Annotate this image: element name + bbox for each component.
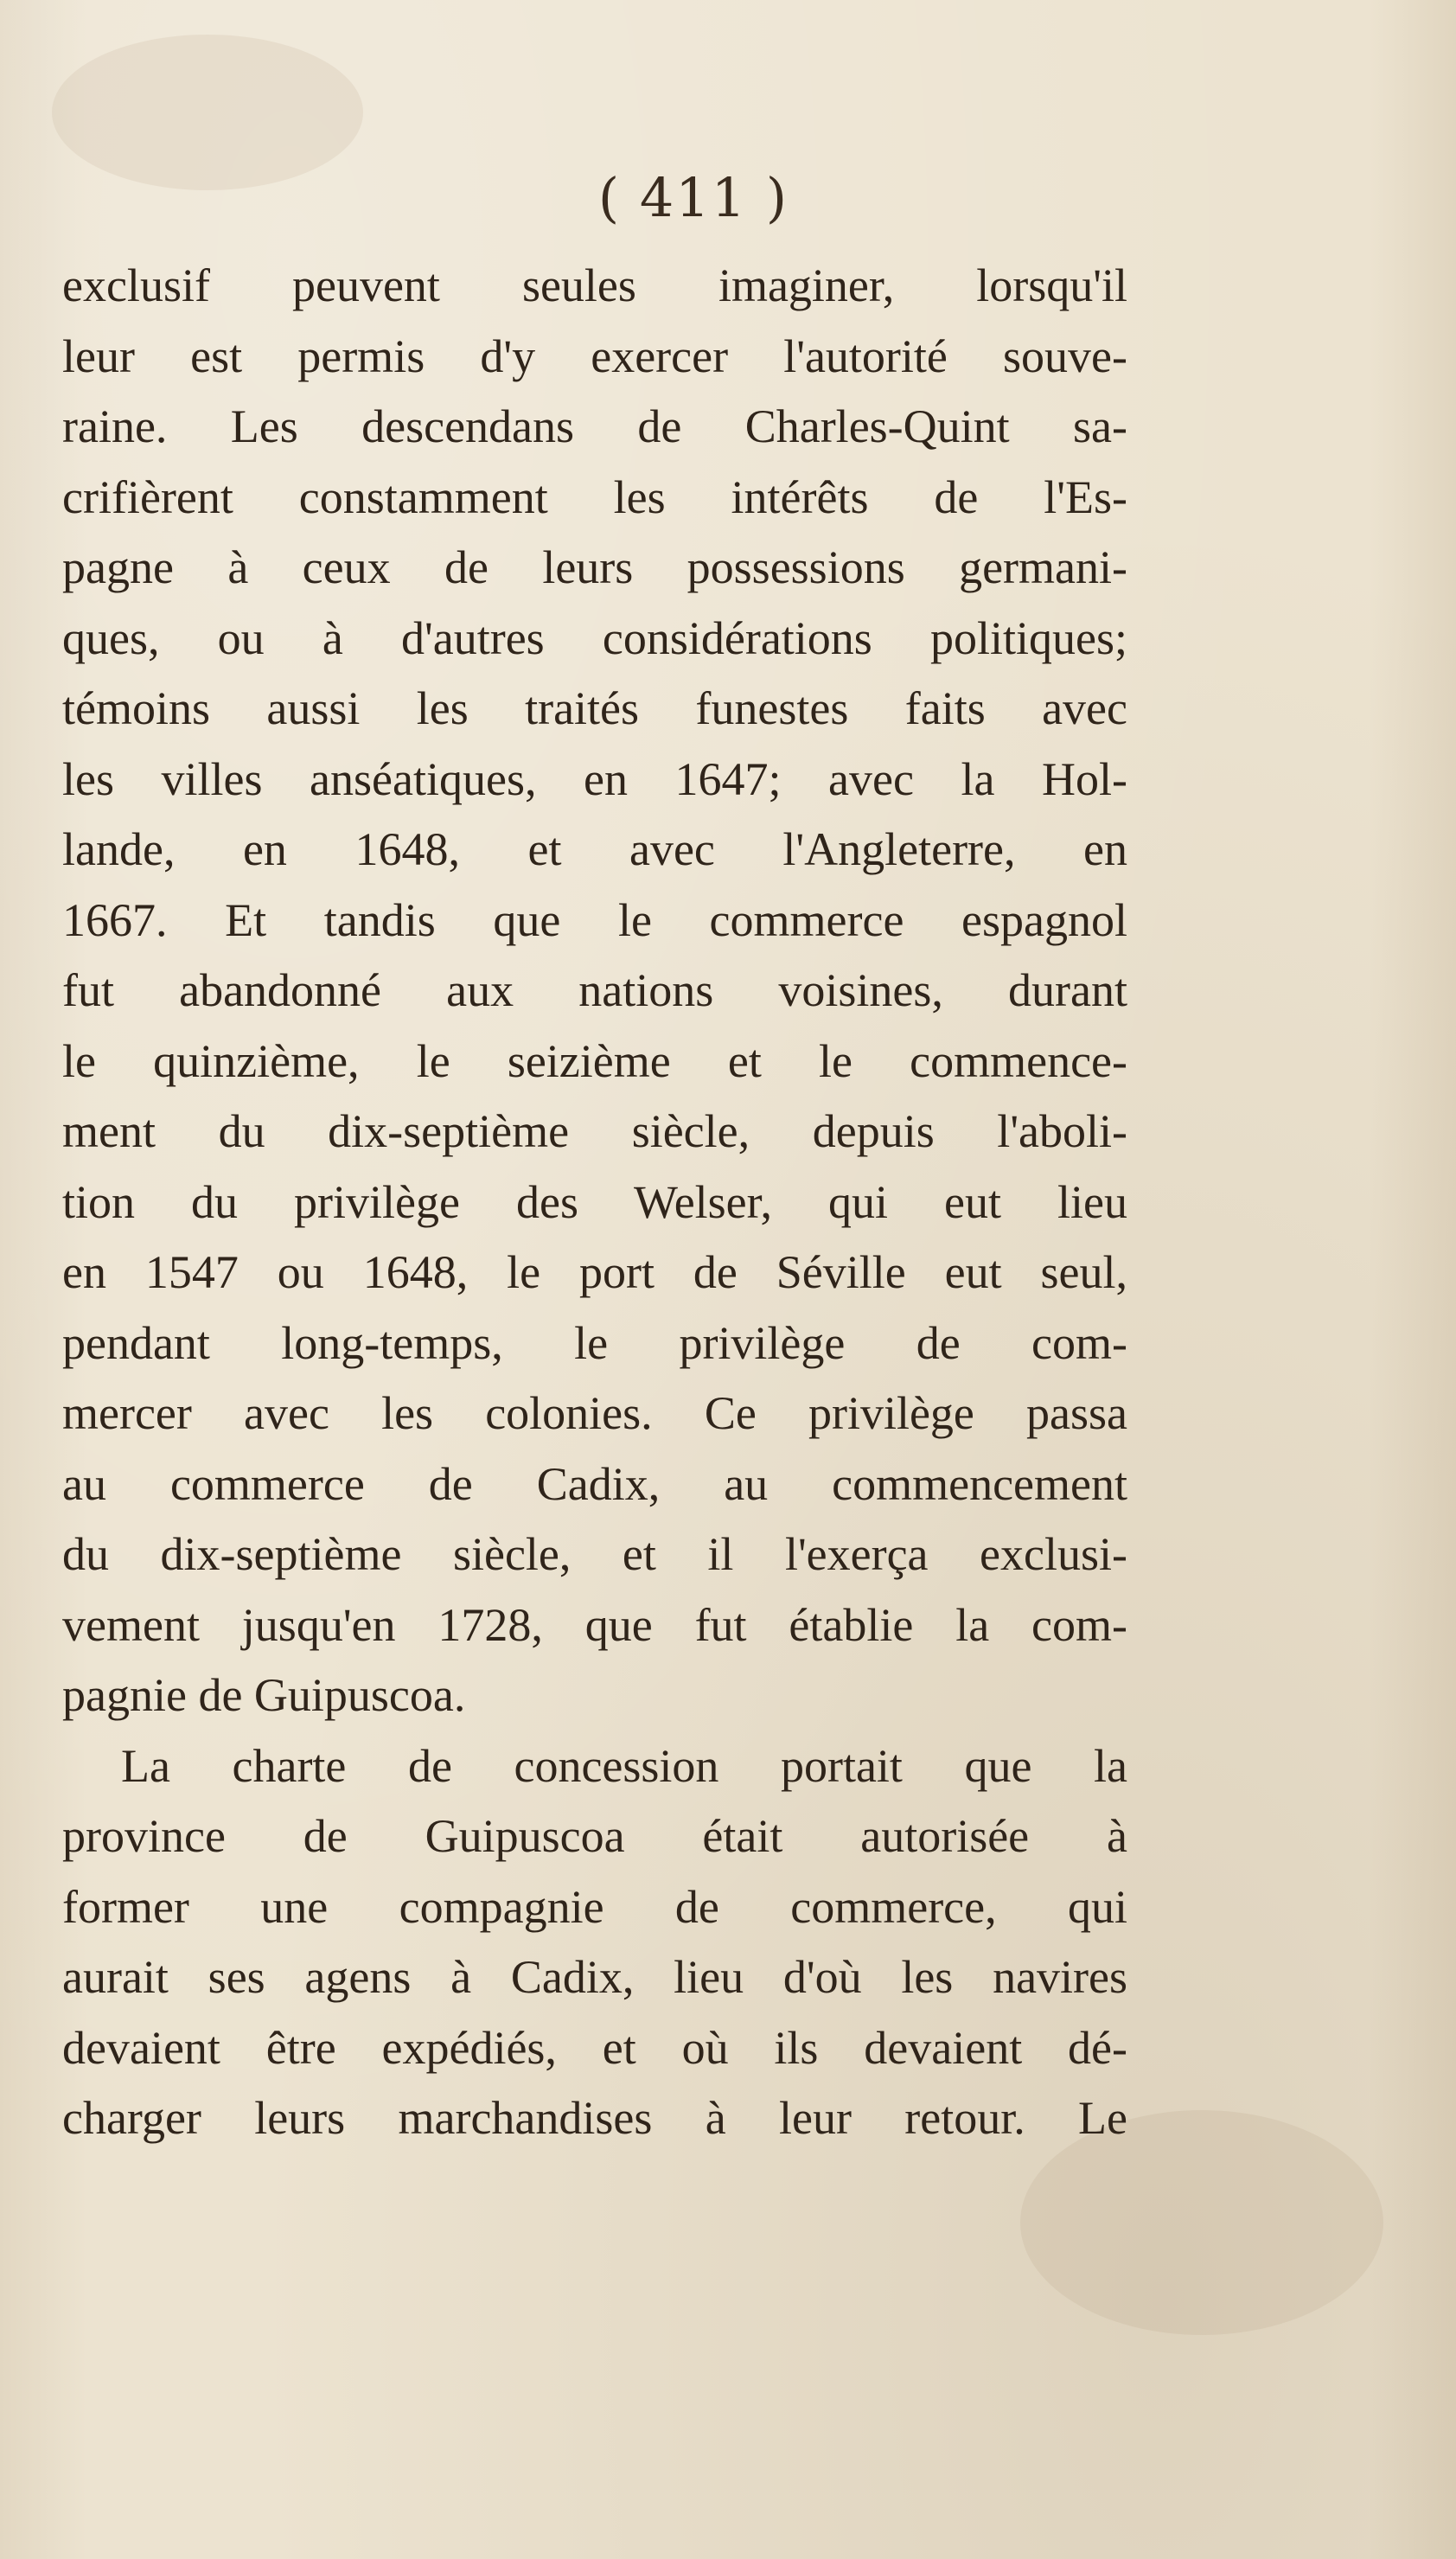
text-line: lande, en 1648, et avec l'Angleterre, en: [62, 823, 1127, 875]
text-line: en 1547 ou 1648, le port de Séville eut seul,: [62, 1246, 1127, 1298]
text-line: pagne à ceux de leurs possessions germani-: [62, 541, 1127, 593]
text-line: province de Guipuscoa était autorisée à: [62, 1810, 1127, 1862]
text-line: au commerce de Cadix, au commencement: [62, 1457, 1127, 1510]
text-line: fut abandonné aux nations voisines, durant: [62, 964, 1127, 1016]
text-line: ment du dix-septième siècle, depuis l'aboli-: [62, 1105, 1127, 1157]
text-line: 1667. Et tandis que le commerce espagnol: [62, 893, 1127, 946]
page-number: ( 411 ): [597, 166, 789, 229]
body-text: [62, 251, 1127, 2154]
text-line: raine. Les descendans de Charles-Quint sa-: [62, 400, 1127, 452]
text-line: mercer avec les colonies. Ce privilège passa: [62, 1387, 1127, 1439]
text-line: le quinzième, le seizième et le commence-: [62, 1034, 1127, 1087]
text-line: les villes anséatiques, en 1647; avec la Hol-: [62, 752, 1127, 805]
paragraph-start-line: La charte de concession portait que la: [121, 1739, 1127, 1792]
text-line: ques, ou à d'autres considérations politiques;: [62, 611, 1127, 664]
paragraph-end-line: pagnie de Guipuscoa.: [62, 1669, 466, 1721]
text-line: devaient être expédiés, et où ils devaient dé-: [62, 2021, 1127, 2074]
text-line: leur est permis d'y exercer l'autorité souve-: [62, 329, 1127, 382]
text-line: tion du privilège des Welser, qui eut lieu: [62, 1175, 1127, 1228]
text-line: crifièrent constamment les intérêts de l'Es-: [62, 470, 1127, 523]
text-line: vement jusqu'en 1728, que fut établie la com-: [62, 1598, 1127, 1651]
text-line: aurait ses agens à Cadix, lieu d'où les navires: [62, 1951, 1127, 2003]
text-line: témoins aussi les traités funestes faits avec: [62, 682, 1127, 734]
text-line: du dix-septième siècle, et il l'exerça exclusi-: [62, 1528, 1127, 1580]
text-line: exclusif peuvent seules imaginer, lorsqu'il: [62, 259, 1127, 311]
text-line: charger leurs marchandises à leur retour. Le: [62, 2092, 1127, 2144]
text-line: former une compagnie de commerce, qui: [62, 1880, 1127, 1933]
text-line: pendant long-temps, le privilège de com-: [62, 1316, 1127, 1369]
